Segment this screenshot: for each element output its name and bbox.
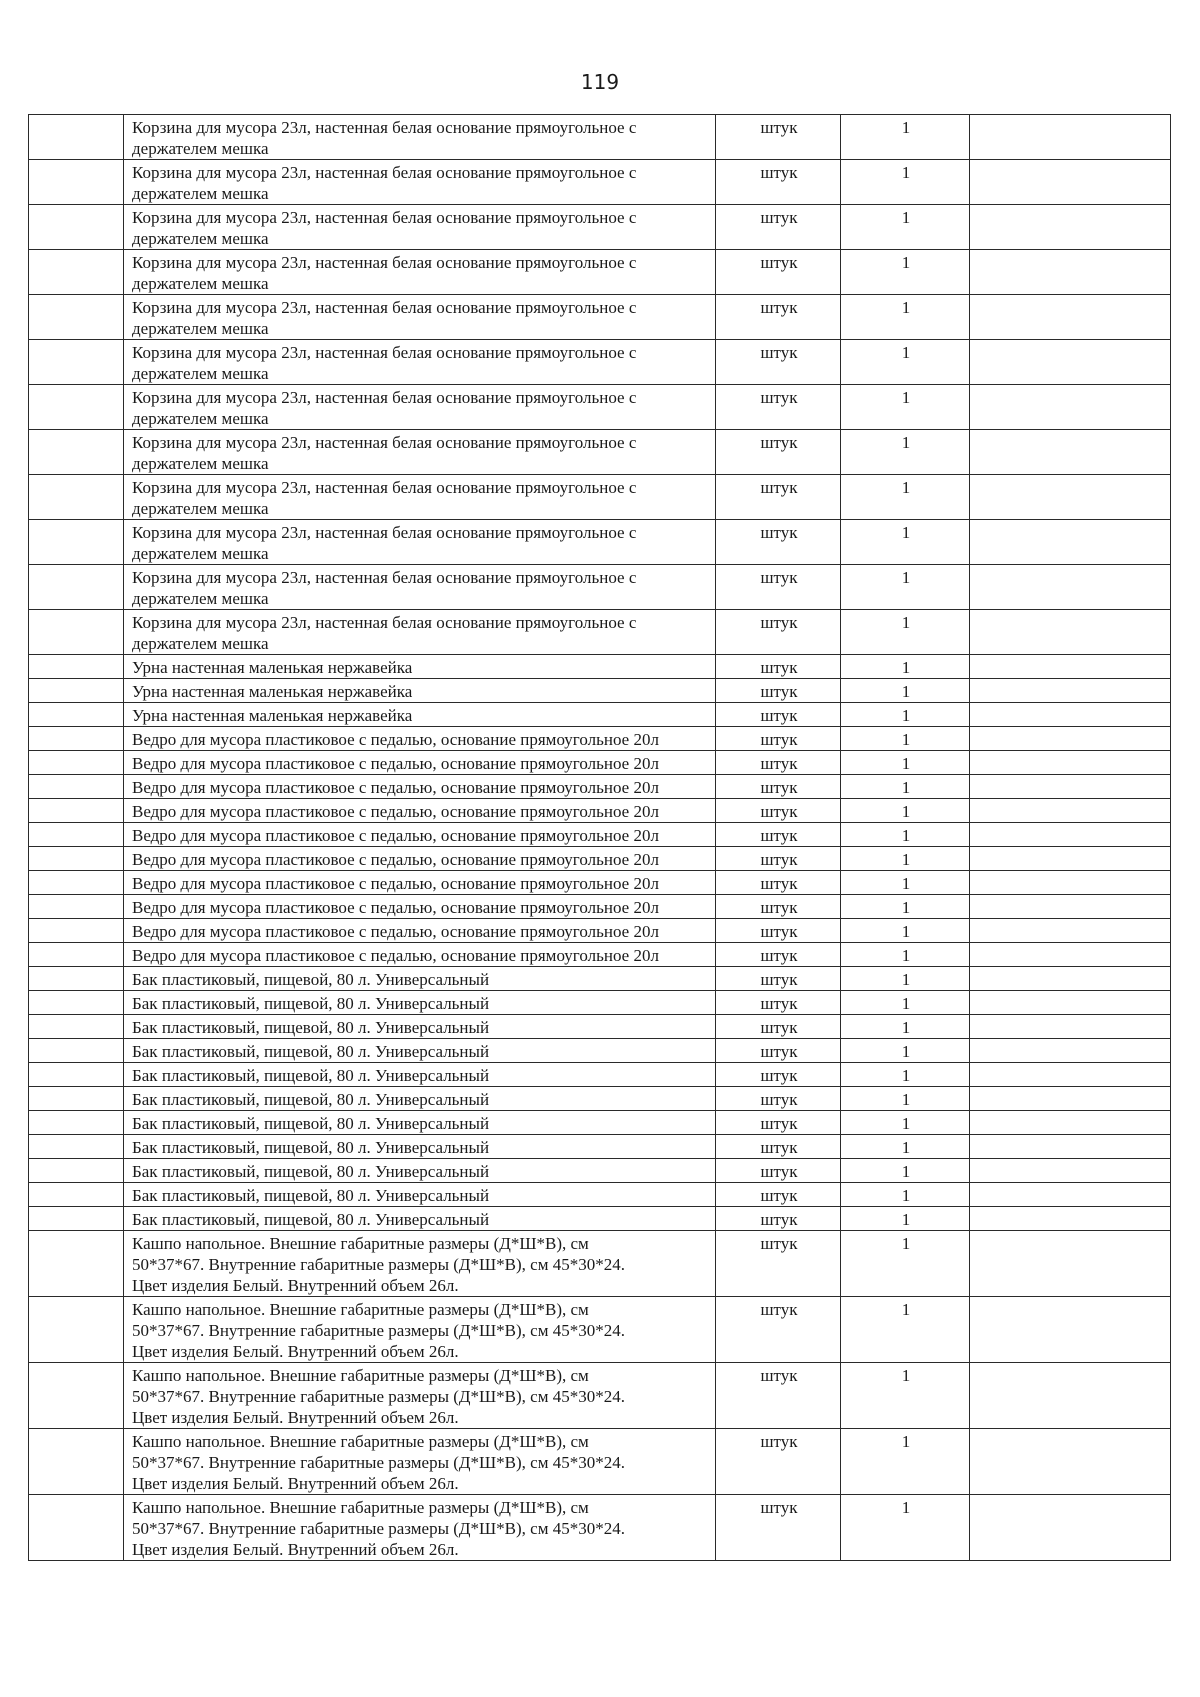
note-cell — [970, 871, 1171, 895]
quantity-cell: 1 — [841, 475, 970, 520]
item-name-cell: Корзина для мусора 23л, настенная белая основание прямоугольное с держателем мешка — [124, 475, 716, 520]
number-cell — [29, 385, 124, 430]
item-name-cell: Ведро для мусора пластиковое с педалью, основание прямоугольное 20л — [124, 895, 716, 919]
table-row — [29, 385, 1171, 430]
number-cell — [29, 823, 124, 847]
table-row — [29, 655, 1171, 679]
number-cell — [29, 727, 124, 751]
note-cell — [970, 115, 1171, 160]
note-cell — [970, 385, 1171, 430]
quantity-cell: 1 — [841, 679, 970, 703]
item-name-cell: Урна настенная маленькая нержавейка — [124, 679, 716, 703]
item-name-cell: Бак пластиковый, пищевой, 80 л. Универсальный — [124, 1135, 716, 1159]
number-cell — [29, 919, 124, 943]
note-cell — [970, 775, 1171, 799]
item-name-cell: Кашпо напольное. Внешние габаритные размеры (Д*Ш*В), см 50*37*67. Внутренние габаритные размеры (Д*Ш*В), см 45*30*24. Цвет изделия Белый. Внутренний объем 26л. — [124, 1495, 716, 1561]
number-cell — [29, 775, 124, 799]
number-cell — [29, 991, 124, 1015]
note-cell — [970, 1297, 1171, 1363]
item-name-cell: Корзина для мусора 23л, настенная белая основание прямоугольное с держателем мешка — [124, 385, 716, 430]
item-name-cell: Кашпо напольное. Внешние габаритные размеры (Д*Ш*В), см 50*37*67. Внутренние габаритные размеры (Д*Ш*В), см 45*30*24. Цвет изделия Белый. Внутренний объем 26л. — [124, 1429, 716, 1495]
unit-cell: штук — [716, 115, 841, 160]
unit-cell: штук — [716, 1495, 841, 1561]
number-cell — [29, 1207, 124, 1231]
table-row — [29, 340, 1171, 385]
number-cell — [29, 340, 124, 385]
item-name-cell: Ведро для мусора пластиковое с педалью, основание прямоугольное 20л — [124, 871, 716, 895]
unit-cell: штук — [716, 1063, 841, 1087]
unit-cell: штук — [716, 943, 841, 967]
unit-cell: штук — [716, 967, 841, 991]
note-cell — [970, 847, 1171, 871]
unit-cell: штук — [716, 1207, 841, 1231]
number-cell — [29, 610, 124, 655]
item-name-cell: Бак пластиковый, пищевой, 80 л. Универсальный — [124, 1183, 716, 1207]
quantity-cell: 1 — [841, 430, 970, 475]
unit-cell: штук — [716, 871, 841, 895]
note-cell — [970, 703, 1171, 727]
item-name-cell: Бак пластиковый, пищевой, 80 л. Универсальный — [124, 1039, 716, 1063]
item-name-cell: Корзина для мусора 23л, настенная белая основание прямоугольное с держателем мешка — [124, 250, 716, 295]
table-row — [29, 205, 1171, 250]
number-cell — [29, 1159, 124, 1183]
quantity-cell: 1 — [841, 1495, 970, 1561]
unit-cell: штук — [716, 475, 841, 520]
quantity-cell: 1 — [841, 823, 970, 847]
number-cell — [29, 205, 124, 250]
quantity-cell: 1 — [841, 943, 970, 967]
quantity-cell: 1 — [841, 775, 970, 799]
unit-cell: штук — [716, 1039, 841, 1063]
note-cell — [970, 751, 1171, 775]
number-cell — [29, 160, 124, 205]
unit-cell: штук — [716, 340, 841, 385]
item-name-cell: Корзина для мусора 23л, настенная белая основание прямоугольное с держателем мешка — [124, 295, 716, 340]
item-name-cell: Бак пластиковый, пищевой, 80 л. Универсальный — [124, 967, 716, 991]
unit-cell: штук — [716, 430, 841, 475]
table-row — [29, 1063, 1171, 1087]
item-name-cell: Ведро для мусора пластиковое с педалью, основание прямоугольное 20л — [124, 847, 716, 871]
number-cell — [29, 520, 124, 565]
quantity-cell: 1 — [841, 1063, 970, 1087]
unit-cell: штук — [716, 655, 841, 679]
unit-cell: штук — [716, 1231, 841, 1297]
quantity-cell: 1 — [841, 295, 970, 340]
unit-cell: штук — [716, 703, 841, 727]
item-name-cell: Урна настенная маленькая нержавейка — [124, 655, 716, 679]
number-cell — [29, 655, 124, 679]
unit-cell: штук — [716, 1111, 841, 1135]
number-cell — [29, 1039, 124, 1063]
item-name-cell: Бак пластиковый, пищевой, 80 л. Универсальный — [124, 1111, 716, 1135]
number-cell — [29, 871, 124, 895]
table-row — [29, 1429, 1171, 1495]
table-row — [29, 160, 1171, 205]
unit-cell: штук — [716, 385, 841, 430]
unit-cell: штук — [716, 1135, 841, 1159]
quantity-cell: 1 — [841, 610, 970, 655]
number-cell — [29, 1135, 124, 1159]
item-name-cell: Ведро для мусора пластиковое с педалью, основание прямоугольное 20л — [124, 727, 716, 751]
number-cell — [29, 895, 124, 919]
quantity-cell: 1 — [841, 1297, 970, 1363]
quantity-cell: 1 — [841, 340, 970, 385]
note-cell — [970, 1495, 1171, 1561]
item-name-cell: Корзина для мусора 23л, настенная белая основание прямоугольное с держателем мешка — [124, 610, 716, 655]
item-name-cell: Корзина для мусора 23л, настенная белая основание прямоугольное с держателем мешка — [124, 565, 716, 610]
table-row — [29, 475, 1171, 520]
quantity-cell: 1 — [841, 1015, 970, 1039]
quantity-cell: 1 — [841, 895, 970, 919]
unit-cell: штук — [716, 679, 841, 703]
unit-cell: штук — [716, 1087, 841, 1111]
quantity-cell: 1 — [841, 1231, 970, 1297]
number-cell — [29, 475, 124, 520]
note-cell — [970, 1183, 1171, 1207]
note-cell — [970, 295, 1171, 340]
item-name-cell: Кашпо напольное. Внешние габаритные размеры (Д*Ш*В), см 50*37*67. Внутренние габаритные размеры (Д*Ш*В), см 45*30*24. Цвет изделия Белый. Внутренний объем 26л. — [124, 1363, 716, 1429]
item-name-cell: Бак пластиковый, пищевой, 80 л. Универсальный — [124, 1087, 716, 1111]
unit-cell: штук — [716, 1297, 841, 1363]
quantity-cell: 1 — [841, 1183, 970, 1207]
number-cell — [29, 1429, 124, 1495]
unit-cell: штук — [716, 919, 841, 943]
number-cell — [29, 703, 124, 727]
quantity-cell: 1 — [841, 727, 970, 751]
unit-cell: штук — [716, 751, 841, 775]
note-cell — [970, 430, 1171, 475]
item-name-cell: Корзина для мусора 23л, настенная белая основание прямоугольное с держателем мешка — [124, 340, 716, 385]
table-row — [29, 847, 1171, 871]
table-row — [29, 943, 1171, 967]
item-name-cell: Бак пластиковый, пищевой, 80 л. Универсальный — [124, 991, 716, 1015]
number-cell — [29, 1495, 124, 1561]
quantity-cell: 1 — [841, 655, 970, 679]
item-name-cell: Кашпо напольное. Внешние габаритные размеры (Д*Ш*В), см 50*37*67. Внутренние габаритные размеры (Д*Ш*В), см 45*30*24. Цвет изделия Белый. Внутренний объем 26л. — [124, 1297, 716, 1363]
table-row — [29, 1087, 1171, 1111]
note-cell — [970, 340, 1171, 385]
note-cell — [970, 1039, 1171, 1063]
unit-cell: штук — [716, 1015, 841, 1039]
note-cell — [970, 679, 1171, 703]
unit-cell: штук — [716, 295, 841, 340]
unit-cell: штук — [716, 823, 841, 847]
table-row — [29, 991, 1171, 1015]
note-cell — [970, 250, 1171, 295]
table-row — [29, 1135, 1171, 1159]
table-row — [29, 727, 1171, 751]
table-row — [29, 610, 1171, 655]
unit-cell: штук — [716, 565, 841, 610]
number-cell — [29, 679, 124, 703]
item-name-cell: Корзина для мусора 23л, настенная белая основание прямоугольное с держателем мешка — [124, 160, 716, 205]
table-row — [29, 1015, 1171, 1039]
table-row — [29, 919, 1171, 943]
quantity-cell: 1 — [841, 967, 970, 991]
unit-cell: штук — [716, 847, 841, 871]
quantity-cell: 1 — [841, 847, 970, 871]
note-cell — [970, 991, 1171, 1015]
unit-cell: штук — [716, 205, 841, 250]
note-cell — [970, 895, 1171, 919]
note-cell — [970, 1363, 1171, 1429]
note-cell — [970, 1063, 1171, 1087]
item-name-cell: Ведро для мусора пластиковое с педалью, основание прямоугольное 20л — [124, 943, 716, 967]
item-name-cell: Корзина для мусора 23л, настенная белая основание прямоугольное с держателем мешка — [124, 430, 716, 475]
item-name-cell: Бак пластиковый, пищевой, 80 л. Универсальный — [124, 1063, 716, 1087]
item-name-cell: Корзина для мусора 23л, настенная белая основание прямоугольное с держателем мешка — [124, 115, 716, 160]
item-name-cell: Ведро для мусора пластиковое с педалью, основание прямоугольное 20л — [124, 823, 716, 847]
page-number: 119 — [580, 70, 620, 94]
note-cell — [970, 1015, 1171, 1039]
table-row — [29, 1231, 1171, 1297]
table-row — [29, 679, 1171, 703]
quantity-cell: 1 — [841, 160, 970, 205]
note-cell — [970, 799, 1171, 823]
quantity-cell: 1 — [841, 1135, 970, 1159]
quantity-cell: 1 — [841, 751, 970, 775]
number-cell — [29, 1363, 124, 1429]
table-row — [29, 871, 1171, 895]
unit-cell: штук — [716, 610, 841, 655]
table-row — [29, 1039, 1171, 1063]
unit-cell: штук — [716, 520, 841, 565]
table-row — [29, 1363, 1171, 1429]
number-cell — [29, 1063, 124, 1087]
number-cell — [29, 250, 124, 295]
number-cell — [29, 751, 124, 775]
quantity-cell: 1 — [841, 1363, 970, 1429]
item-name-cell: Корзина для мусора 23л, настенная белая основание прямоугольное с держателем мешка — [124, 205, 716, 250]
table-row — [29, 115, 1171, 160]
note-cell — [970, 1207, 1171, 1231]
note-cell — [970, 655, 1171, 679]
note-cell — [970, 475, 1171, 520]
number-cell — [29, 943, 124, 967]
item-name-cell: Кашпо напольное. Внешние габаритные размеры (Д*Ш*В), см 50*37*67. Внутренние габаритные размеры (Д*Ш*В), см 45*30*24. Цвет изделия Белый. Внутренний объем 26л. — [124, 1231, 716, 1297]
item-name-cell: Бак пластиковый, пищевой, 80 л. Универсальный — [124, 1159, 716, 1183]
table-row — [29, 1183, 1171, 1207]
note-cell — [970, 919, 1171, 943]
table-row — [29, 1111, 1171, 1135]
item-name-cell: Ведро для мусора пластиковое с педалью, основание прямоугольное 20л — [124, 919, 716, 943]
table-row — [29, 250, 1171, 295]
note-cell — [970, 727, 1171, 751]
note-cell — [970, 205, 1171, 250]
quantity-cell: 1 — [841, 565, 970, 610]
number-cell — [29, 430, 124, 475]
note-cell — [970, 1231, 1171, 1297]
note-cell — [970, 520, 1171, 565]
table-row — [29, 520, 1171, 565]
item-name-cell: Урна настенная маленькая нержавейка — [124, 703, 716, 727]
note-cell — [970, 565, 1171, 610]
table-row — [29, 967, 1171, 991]
table-row — [29, 1207, 1171, 1231]
note-cell — [970, 943, 1171, 967]
quantity-cell: 1 — [841, 1159, 970, 1183]
quantity-cell: 1 — [841, 115, 970, 160]
quantity-cell: 1 — [841, 1111, 970, 1135]
table-row — [29, 775, 1171, 799]
note-cell — [970, 1429, 1171, 1495]
number-cell — [29, 847, 124, 871]
quantity-cell: 1 — [841, 1039, 970, 1063]
table-row — [29, 703, 1171, 727]
table-row — [29, 295, 1171, 340]
table-row — [29, 895, 1171, 919]
unit-cell: штук — [716, 250, 841, 295]
number-cell — [29, 1111, 124, 1135]
unit-cell: штук — [716, 727, 841, 751]
unit-cell: штук — [716, 991, 841, 1015]
number-cell — [29, 1231, 124, 1297]
quantity-cell: 1 — [841, 919, 970, 943]
quantity-cell: 1 — [841, 799, 970, 823]
table-row — [29, 565, 1171, 610]
quantity-cell: 1 — [841, 520, 970, 565]
quantity-cell: 1 — [841, 991, 970, 1015]
note-cell — [970, 1159, 1171, 1183]
number-cell — [29, 967, 124, 991]
note-cell — [970, 160, 1171, 205]
unit-cell: штук — [716, 895, 841, 919]
item-name-cell: Корзина для мусора 23л, настенная белая основание прямоугольное с держателем мешка — [124, 520, 716, 565]
table-row — [29, 430, 1171, 475]
quantity-cell: 1 — [841, 1087, 970, 1111]
unit-cell: штук — [716, 1159, 841, 1183]
number-cell — [29, 1183, 124, 1207]
number-cell — [29, 1087, 124, 1111]
unit-cell: штук — [716, 799, 841, 823]
note-cell — [970, 610, 1171, 655]
quantity-cell: 1 — [841, 385, 970, 430]
item-name-cell: Бак пластиковый, пищевой, 80 л. Универсальный — [124, 1207, 716, 1231]
number-cell — [29, 565, 124, 610]
quantity-cell: 1 — [841, 205, 970, 250]
item-name-cell: Бак пластиковый, пищевой, 80 л. Универсальный — [124, 1015, 716, 1039]
number-cell — [29, 115, 124, 160]
number-cell — [29, 1297, 124, 1363]
item-name-cell: Ведро для мусора пластиковое с педалью, основание прямоугольное 20л — [124, 799, 716, 823]
number-cell — [29, 295, 124, 340]
number-cell — [29, 799, 124, 823]
number-cell — [29, 1015, 124, 1039]
table-row — [29, 1159, 1171, 1183]
items-table — [28, 114, 1171, 1561]
quantity-cell: 1 — [841, 1429, 970, 1495]
note-cell — [970, 1087, 1171, 1111]
table-row — [29, 1495, 1171, 1561]
unit-cell: штук — [716, 1363, 841, 1429]
table-row — [29, 1297, 1171, 1363]
note-cell — [970, 1135, 1171, 1159]
quantity-cell: 1 — [841, 871, 970, 895]
quantity-cell: 1 — [841, 1207, 970, 1231]
items-table-body — [29, 115, 1171, 1561]
table-row — [29, 751, 1171, 775]
note-cell — [970, 823, 1171, 847]
table-row — [29, 799, 1171, 823]
unit-cell: штук — [716, 1429, 841, 1495]
quantity-cell: 1 — [841, 703, 970, 727]
note-cell — [970, 1111, 1171, 1135]
note-cell — [970, 967, 1171, 991]
unit-cell: штук — [716, 160, 841, 205]
unit-cell: штук — [716, 1183, 841, 1207]
quantity-cell: 1 — [841, 250, 970, 295]
item-name-cell: Ведро для мусора пластиковое с педалью, основание прямоугольное 20л — [124, 751, 716, 775]
unit-cell: штук — [716, 775, 841, 799]
table-row — [29, 823, 1171, 847]
item-name-cell: Ведро для мусора пластиковое с педалью, основание прямоугольное 20л — [124, 775, 716, 799]
